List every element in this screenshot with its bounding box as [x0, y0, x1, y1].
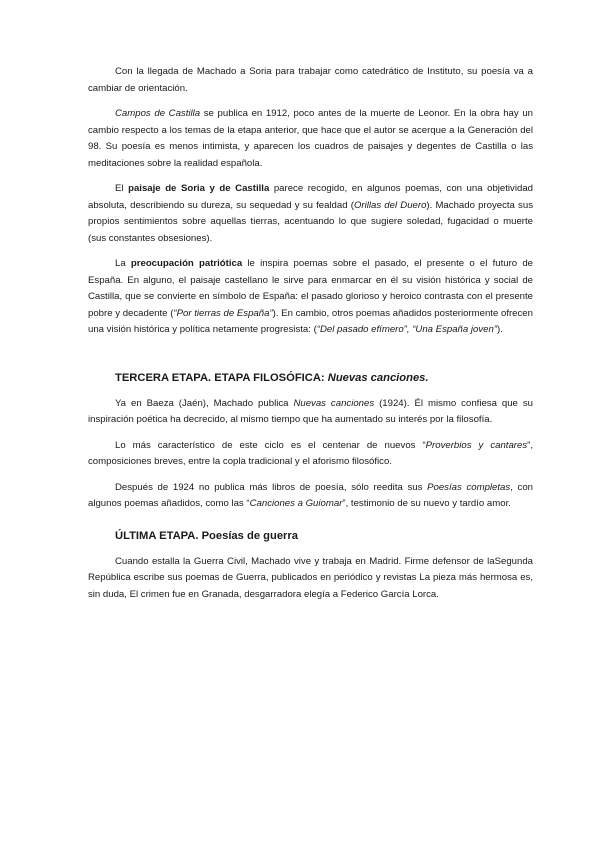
paragraph-baeza	[88, 396, 533, 429]
paragraph-campos-de-castilla	[88, 106, 533, 172]
book-title: Proverbios y cantares	[425, 439, 528, 451]
paragraph-guerra-civil	[88, 554, 533, 604]
paragraph-text: Ya en Baeza (Jaén), Machado publica	[115, 397, 294, 409]
paragraph-text: Después de 1924 no publica más libros de poesía, sólo reedita sus	[115, 481, 428, 493]
poem-title: “Por tierras de España”	[173, 307, 273, 319]
paragraph-proverbios	[88, 438, 533, 471]
book-title: Campos de Castilla	[115, 108, 201, 119]
poem-titles: “Del pasado efímero”, “Una España joven”	[316, 324, 498, 335]
paragraph-text: (1924). Él mismo confiesa que su inspiración poética ha decrecido, al mismo tiempo que ha aumentado su interés por la filosofía.	[88, 397, 533, 425]
heading-text: TERCERA ETAPA. ETAPA FILOSÓFICA:	[115, 371, 328, 384]
keyword-paisaje: paisaje de Soria y de Castilla	[128, 183, 270, 194]
paragraph-text: ”, testimonio de su nuevo y tardío amor.	[342, 498, 511, 509]
paragraph-text: ). En cambio, otros poemas añadidos posteriormente ofrecen una visión histórica y política netamente progresista: (	[88, 307, 533, 335]
poem-title: Orillas del Duero	[353, 199, 427, 211]
paragraph-poesias-completas	[88, 480, 533, 513]
paragraph-text: ”, composiciones breves, entre la copla tradicional y el aforismo filosófico.	[88, 439, 533, 467]
paragraph-text: Cuando estalla la Guerra Civil, Machado vive y trabaja en Madrid. Firme defensor de laSegunda República escribe sus poemas de Guerra, publicados en periódico y revistas La pieza más hermosa es, sin duda, El crimen fue en Granada, desgarradora elegía a Federico García Lorca.	[88, 555, 533, 600]
paragraph-text: ).	[497, 324, 503, 335]
paragraph-text: El	[115, 183, 129, 194]
paragraph-text: ). Machado proyecta sus propios sentimientos sobre aquellas tierras, acentuando lo que sugiere soledad, fugacidad o muerte (sus constantes obsesiones).	[88, 199, 533, 244]
spacer	[88, 348, 533, 370]
paragraph-text: Lo más característico de este ciclo es el centenar de nuevos “	[115, 439, 426, 451]
section-heading-ultima-etapa: ÚLTIMA ETAPA. Poesías de guerra	[115, 529, 298, 542]
document-page	[88, 64, 533, 612]
paragraph-preocupacion	[88, 256, 533, 339]
paragraph-text: se publica en 1912, poco antes de la muerte de Leonor. En la obra hay un cambio respecto a los temas de la etapa anterior, que hace que el autor se acerque a la Generación del 98. Su poesía es menos intimista, y aparecen los cuadros de paisajes y degentes de Castilla o las meditaciones sobre la realidad española.	[88, 108, 533, 169]
keyword-preocupacion: preocupación patriótica	[130, 258, 243, 269]
paragraph-orientation	[88, 64, 533, 97]
heading-book-title: Nuevas canciones.	[327, 371, 429, 384]
paragraph-paisaje	[88, 181, 533, 247]
paragraph-text: le inspira poemas sobre el pasado, el presente o el futuro de España. En alguno, el paisaje castellano le sirve para enmarcar en él su visión histórica y social de Castilla, que se convierte en símbolo de España: el pasado glorioso y heroico contrasta con el presente pobre y decadente (	[88, 258, 533, 319]
book-title: Poesías completas	[427, 481, 511, 493]
paragraph-text: parece recogido, en algunos poemas, con una objetividad absoluta, describiendo su dureza, su sequedad y su fealdad (	[88, 183, 533, 211]
paragraph-text: La	[115, 258, 131, 269]
paragraph-text: Con la llegada de Machado a Soria para trabajar como catedrático de Instituto, su poesía va a cambiar de orientación.	[88, 66, 533, 94]
section-heading-tercera-etapa	[115, 370, 533, 386]
book-title: Nuevas canciones	[293, 397, 375, 409]
poem-title: Canciones a Guiomar	[249, 498, 343, 509]
paragraph-text: , con algunos poemas añadidos, como las “	[88, 481, 533, 509]
